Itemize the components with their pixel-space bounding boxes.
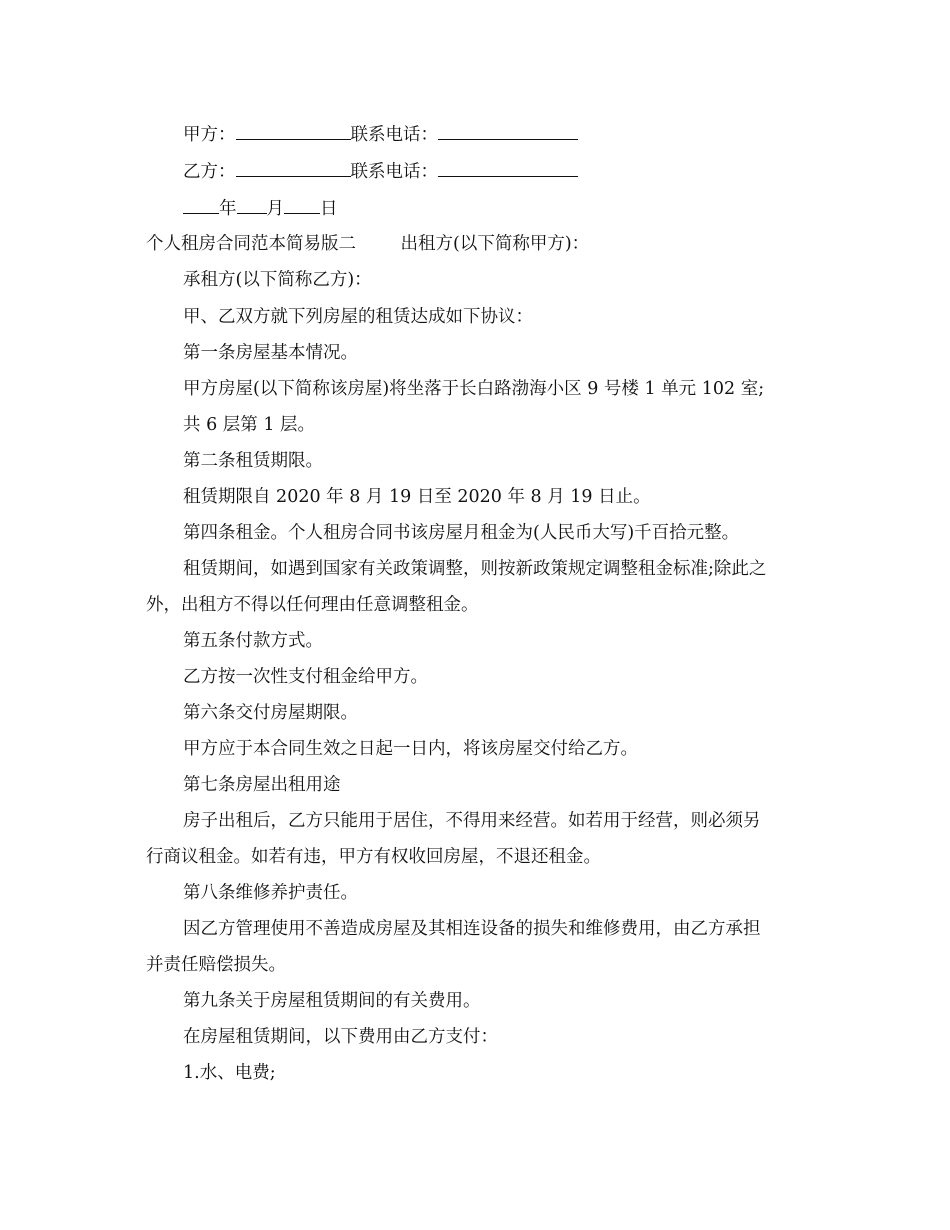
article-7-text-line2: 行商议租金。如若有违，甲方有权收回房屋，不退还租金。 [146, 847, 601, 867]
party-b-blank [236, 158, 351, 177]
article-5-heading: 第五条付款方式。 [183, 631, 323, 651]
party-a-phone-blank [438, 121, 578, 140]
party-a-blank [236, 121, 351, 140]
article-6-heading: 第六条交付房屋期限。 [183, 703, 358, 723]
article-8-text-line1: 因乙方管理使用不善造成房屋及其相连设备的损失和维修费用，由乙方承担 [183, 919, 761, 939]
article-9-item-1: 1.水、电费; [183, 1063, 276, 1083]
article-9-heading: 第九条关于房屋租赁期间的有关费用。 [183, 991, 481, 1011]
article-6-text: 甲方应于本合同生效之日起一日内，将该房屋交付给乙方。 [183, 739, 638, 759]
day-blank [284, 195, 320, 214]
article-8-heading: 第八条维修养护责任。 [183, 883, 358, 903]
article-4-text: 第四条租金。个人租房合同书该房屋月租金为(人民币大写)千百拾元整。 [183, 523, 740, 543]
article-1-text: 甲方房屋(以下简称该房屋)将坐落于长白路渤海小区 9 号楼 1 单元 102 室; [183, 379, 765, 399]
year-label: 年 [219, 199, 237, 219]
article-2-heading: 第二条租赁期限。 [183, 451, 323, 471]
party-a-signature-line [183, 121, 578, 147]
party-b-signature-line [183, 158, 578, 184]
article-7-text-line1: 房子出租后，乙方只能用于居住，不得用来经营。如若用于经营，则必须另 [183, 811, 761, 831]
article-1-heading: 第一条房屋基本情况。 [183, 343, 358, 363]
article-4-adjustment-line1: 租赁期间，如遇到国家有关政策调整，则按新政策规定调整租金标准;除此之 [183, 559, 767, 579]
party-b-phone-blank [438, 158, 578, 177]
article-9-text: 在房屋租赁期间，以下费用由乙方支付： [183, 1027, 498, 1047]
party-b-label: 乙方： [183, 162, 236, 182]
article-2-text: 租赁期限自 2020 年 8 月 19 日至 2020 年 8 月 19 日止。 [183, 487, 651, 507]
month-label: 月 [266, 199, 284, 219]
contract-title-line: 个人租房合同范本简易版二 出租方(以下简称甲方)： [146, 234, 590, 254]
month-blank [237, 195, 267, 214]
date-line [183, 195, 338, 221]
day-label: 日 [320, 199, 338, 219]
article-8-text-line2: 并责任赔偿损失。 [146, 955, 286, 975]
lessee-line: 承租方(以下简称乙方)： [183, 270, 372, 290]
article-7-heading: 第七条房屋出租用途 [183, 775, 341, 795]
year-blank [183, 195, 219, 214]
party-b-phone-label: 联系电话： [350, 162, 438, 182]
article-5-text: 乙方按一次性支付租金给甲方。 [183, 667, 428, 687]
party-a-label: 甲方： [183, 125, 236, 145]
article-1-text-floors: 共 6 层第 1 层。 [183, 415, 316, 435]
article-4-adjustment-line2: 外，出租方不得以任何理由任意调整租金。 [146, 595, 479, 615]
party-a-phone-label: 联系电话： [350, 125, 438, 145]
intro-paragraph: 甲、乙双方就下列房屋的租赁达成如下协议： [183, 307, 533, 327]
